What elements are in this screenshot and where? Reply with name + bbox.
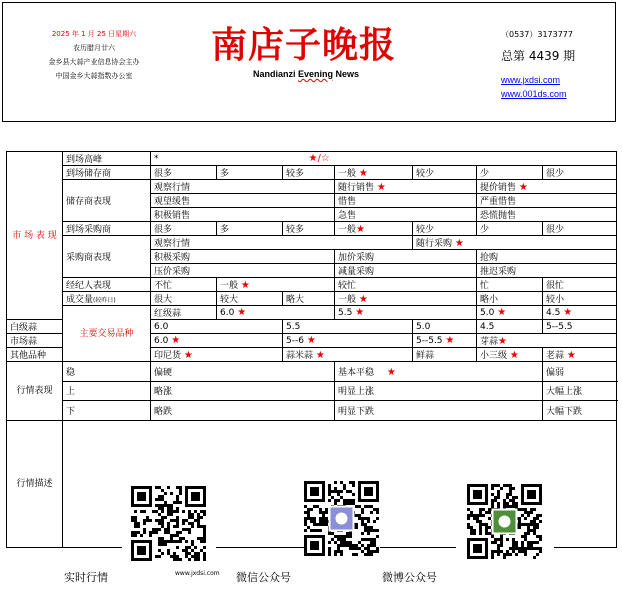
issue-date: 2025 年 1 月 25 日星期六 bbox=[51, 30, 137, 38]
phone: （0537）3173777 bbox=[501, 30, 573, 39]
table-cell: 到场储存商 bbox=[63, 166, 151, 180]
table-cell: 多 bbox=[217, 222, 283, 236]
table-cell: 一般 ★ bbox=[217, 278, 335, 292]
table-row bbox=[7, 278, 617, 292]
table-cell: 忙 bbox=[477, 278, 543, 292]
lunar-date: 农历腊月廿六 bbox=[73, 44, 115, 52]
table-cell: 老蒜 ★ bbox=[543, 348, 617, 362]
table-cell: 很大 bbox=[151, 292, 217, 306]
selected-star-icon: ★ bbox=[445, 335, 455, 346]
table-cell: 鲜蒜 bbox=[413, 348, 477, 362]
selected-star-icon: ★ bbox=[315, 350, 325, 361]
selected-star-icon: ★ bbox=[356, 224, 365, 235]
masthead bbox=[2, 2, 616, 122]
table-cell: 较大 bbox=[217, 292, 283, 306]
selected-star-icon: ★ bbox=[306, 335, 316, 346]
table-row bbox=[7, 166, 617, 180]
table-cell: 基本平稳 ★ bbox=[335, 362, 543, 382]
qr-site: www.jxdsi.com bbox=[175, 570, 220, 577]
table-cell: 观察行情 bbox=[151, 180, 335, 194]
table-cell: 压价采购 bbox=[151, 264, 335, 278]
table-cell: 略大 bbox=[283, 292, 335, 306]
section-trend: 行情表现 bbox=[7, 362, 63, 421]
table-cell: 较少 bbox=[413, 222, 477, 236]
qr-wechat bbox=[304, 463, 380, 575]
table-cell: 白级蒜 bbox=[7, 320, 63, 334]
table-cell: 较少 bbox=[413, 166, 477, 180]
selected-star-icon: ★ bbox=[240, 280, 250, 291]
table-cell: 略涨 bbox=[151, 381, 335, 401]
table-cell: 储存商表现 bbox=[63, 180, 151, 222]
selected-star-icon: ★ bbox=[386, 366, 396, 378]
table-cell: 6.0 bbox=[151, 320, 283, 334]
selected-star-icon: ★ bbox=[358, 294, 368, 305]
table-cell: 明显上涨 bbox=[335, 381, 543, 401]
table-cell: 6.0 ★ bbox=[217, 306, 335, 320]
table-cell: 少 bbox=[477, 166, 543, 180]
table-cell: 较忙 bbox=[335, 278, 477, 292]
selected-star-icon: ★ bbox=[509, 350, 519, 361]
selected-star-icon: ★ bbox=[497, 307, 507, 318]
table-cell: 惜售 bbox=[335, 194, 477, 208]
qr-caption-realtime: 实时行情 bbox=[64, 571, 108, 584]
newspaper-title: 南店子晚报 bbox=[211, 25, 397, 66]
table-cell: 上 bbox=[63, 381, 151, 401]
table-cell: 市场蒜 bbox=[7, 334, 63, 348]
selected-star-icon: ★ bbox=[358, 168, 368, 179]
english-title: Nandianzi Evening News bbox=[253, 69, 360, 79]
table-cell: 红级蒜 bbox=[151, 306, 217, 320]
selected-star-icon: ★ bbox=[566, 350, 576, 361]
table-cell: 4.5 bbox=[477, 320, 543, 334]
selected-star-icon: ★/☆ bbox=[308, 153, 330, 164]
qr-realtime bbox=[122, 477, 216, 571]
table-cell: 5.5 bbox=[283, 320, 413, 334]
table-cell: 6.0 ★ bbox=[151, 334, 283, 348]
selected-star-icon: ★ bbox=[171, 335, 181, 346]
table-cell: 大幅上涨 bbox=[543, 381, 617, 401]
table-cell: 随行销售 ★ bbox=[335, 180, 477, 194]
table-cell: 很多 bbox=[151, 166, 217, 180]
table-cell: 随行采购 ★ bbox=[413, 236, 617, 250]
table-row bbox=[7, 362, 617, 382]
table-cell: 一般 ★ bbox=[335, 292, 477, 306]
selected-star-icon: ★ bbox=[498, 336, 507, 347]
table-cell: 较多 bbox=[283, 222, 335, 236]
table-cell: 很多 bbox=[151, 222, 217, 236]
table-cell: 芽蒜★ bbox=[477, 334, 617, 348]
table-cell: 提价销售 ★ bbox=[477, 180, 617, 194]
table-cell: 急售 bbox=[335, 208, 477, 222]
table-cell: 4.5 ★ bbox=[543, 306, 617, 320]
table-row bbox=[7, 292, 617, 306]
table-cell: 较小 bbox=[543, 292, 617, 306]
table-cell: 5--5.5 ★ bbox=[413, 334, 477, 348]
table-cell: 5.5 ★ bbox=[335, 306, 477, 320]
table-cell: 5.0 bbox=[413, 320, 477, 334]
table-row bbox=[7, 381, 617, 401]
table-cell: 抢购 bbox=[477, 250, 617, 264]
table-cell: 不忙 bbox=[151, 278, 217, 292]
table-cell: 成交量(较昨日) bbox=[63, 292, 151, 306]
sponsor: 金乡县大蒜产业信息协会主办 bbox=[48, 58, 140, 66]
table-cell: 印尼货 ★ bbox=[151, 348, 283, 362]
table-cell: 略跌 bbox=[151, 401, 335, 421]
selected-star-icon: ★ bbox=[376, 182, 386, 193]
table-cell: 5--5.5 bbox=[543, 320, 617, 334]
qr-caption-weibo: 微博公众号 bbox=[382, 571, 437, 584]
table-cell: 一般★ bbox=[335, 222, 413, 236]
selected-star-icon: ★ bbox=[454, 238, 464, 249]
table-cell: 蒜米蒜 ★ bbox=[283, 348, 413, 362]
selected-star-icon: ★ bbox=[563, 307, 573, 318]
table-cell: 大幅下跌 bbox=[543, 401, 617, 421]
table-row bbox=[7, 236, 617, 250]
table-cell: 加价采购 bbox=[335, 250, 477, 264]
table-row bbox=[7, 222, 617, 236]
table-cell: 偏弱 bbox=[543, 362, 617, 382]
table-row bbox=[7, 306, 617, 320]
table-cell: 下 bbox=[63, 401, 151, 421]
section-desc: 行情描述 bbox=[7, 421, 63, 548]
table-cell: 5.0 ★ bbox=[477, 306, 543, 320]
table-cell: 严重惜售 bbox=[477, 194, 617, 208]
table-cell: 明显下跌 bbox=[335, 401, 543, 421]
section-market: 市 场 表 现 bbox=[7, 152, 63, 320]
website-link-1[interactable]: www.jxdsi.com bbox=[501, 75, 561, 85]
table-cell: 稳 bbox=[63, 362, 151, 382]
table-cell: 其他品种 bbox=[7, 348, 63, 362]
table-cell: 采购商表现 bbox=[63, 236, 151, 278]
table-cell: 很少 bbox=[543, 166, 617, 180]
section-varieties: 主要交易品种 bbox=[63, 306, 151, 362]
table-cell: 偏硬 bbox=[151, 362, 335, 382]
table-cell: 经纪人表现 bbox=[63, 278, 151, 292]
table-cell: 推迟采购 bbox=[477, 264, 617, 278]
selected-star-icon: ★ bbox=[518, 182, 528, 193]
table-cell: 恐慌抛售 bbox=[477, 208, 617, 222]
selected-star-icon: ★ bbox=[355, 307, 365, 318]
table-row bbox=[7, 152, 617, 166]
table-cell: 很忙 bbox=[543, 278, 617, 292]
table-cell: 小三级 ★ bbox=[477, 348, 543, 362]
peak-value: * ★/☆ bbox=[151, 152, 617, 166]
table-row bbox=[7, 180, 617, 194]
table-cell: 减量采购 bbox=[335, 264, 477, 278]
selected-star-icon: ★ bbox=[183, 350, 193, 361]
selected-star-icon: ★ bbox=[237, 307, 247, 318]
table-row bbox=[7, 401, 617, 421]
table-cell: 略小 bbox=[477, 292, 543, 306]
table-cell: 观望缓售 bbox=[151, 194, 335, 208]
table-cell: 少 bbox=[477, 222, 543, 236]
row-label: 到场高峰 bbox=[63, 152, 151, 166]
website-link-2[interactable]: www.001ds.com bbox=[501, 89, 567, 99]
table-cell: 多 bbox=[217, 166, 283, 180]
qr-caption-wechat: 微信公众号 bbox=[236, 571, 291, 584]
qr-weibo bbox=[456, 473, 554, 571]
table-cell: 积极采购 bbox=[151, 250, 335, 264]
table-cell: 到场采购商 bbox=[63, 222, 151, 236]
table-cell: 积极销售 bbox=[151, 208, 335, 222]
table-cell: 较多 bbox=[283, 166, 335, 180]
table-cell: 一般 ★ bbox=[335, 166, 413, 180]
table-cell: 很少 bbox=[543, 222, 617, 236]
office: 中国金乡大蒜指数办公室 bbox=[55, 72, 133, 80]
table-cell: 观察行情 bbox=[151, 236, 413, 250]
issue-number: 总第 4439 期 bbox=[501, 49, 576, 63]
table-cell: 5--6 ★ bbox=[283, 334, 413, 348]
